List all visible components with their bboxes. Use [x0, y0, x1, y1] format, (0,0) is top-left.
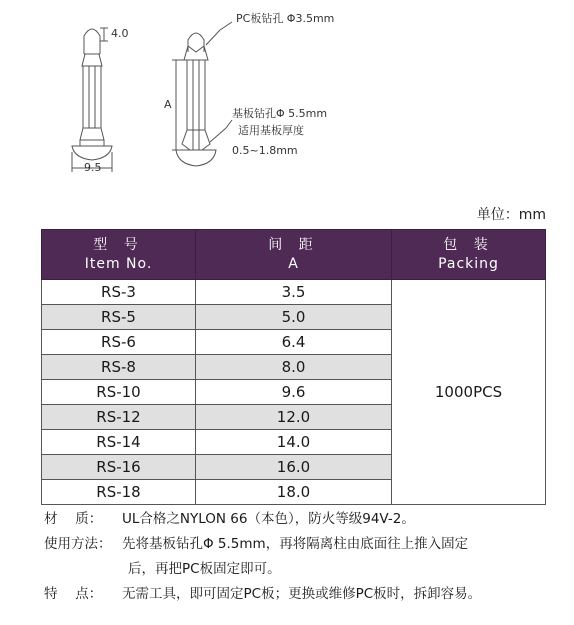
spec-table	[41, 229, 546, 505]
usage-text-continued: 后，再把PC板固定即可。	[128, 561, 281, 577]
item-cell: RS-6	[42, 330, 196, 355]
item-cell: RS-8	[42, 355, 196, 380]
spacing-cell: 12.0	[196, 405, 392, 430]
item-cell: RS-16	[42, 455, 196, 480]
thickness-range-label: 0.5~1.8mm	[232, 144, 298, 157]
material-text: UL合格之NYLON 66（本色），防火等级94V-2。	[122, 511, 415, 527]
header-item-no: 型 号 Item No.	[42, 230, 196, 280]
product-drawing	[0, 0, 574, 200]
dim-bottom-label: 9.5	[84, 161, 102, 174]
material-label: 材 质：	[44, 511, 103, 527]
usage-note-continued	[44, 561, 564, 578]
spacing-cell: 3.5	[196, 280, 392, 305]
product-notes	[44, 511, 564, 611]
packing-cell: 1000PCS	[392, 280, 546, 505]
spacing-cell: 14.0	[196, 430, 392, 455]
unit-label: 单位：mm	[476, 207, 546, 223]
material-note	[44, 511, 564, 528]
dim-a-label: A	[164, 98, 172, 111]
item-cell: RS-12	[42, 405, 196, 430]
feature-text: 无需工具，即可固定PC板；更换或维修PC板时，拆卸容易。	[122, 586, 482, 602]
table-row	[42, 280, 546, 305]
item-cell: RS-18	[42, 480, 196, 505]
item-cell: RS-10	[42, 380, 196, 405]
spacing-cell: 5.0	[196, 305, 392, 330]
feature-note	[44, 586, 564, 603]
base-hole-label: 基板钻孔Φ 5.5mm	[232, 107, 328, 120]
usage-note	[44, 536, 564, 553]
item-cell: RS-3	[42, 280, 196, 305]
spacing-cell: 18.0	[196, 480, 392, 505]
spacing-cell: 16.0	[196, 455, 392, 480]
item-cell: RS-5	[42, 305, 196, 330]
dim-top-label: 4.0	[111, 27, 129, 40]
pc-hole-label: PC板钻孔 Φ3.5mm	[236, 12, 335, 25]
spacing-cell: 6.4	[196, 330, 392, 355]
header-spacing: 间 距 A	[196, 230, 392, 280]
thickness-title-label: 适用基板厚度	[238, 124, 304, 137]
table-header-row	[42, 230, 546, 280]
feature-label: 特 点：	[44, 586, 103, 602]
usage-label: 使用方法：	[44, 536, 112, 552]
spacing-cell: 8.0	[196, 355, 392, 380]
header-packing: 包 装 Packing	[392, 230, 546, 280]
item-cell: RS-14	[42, 430, 196, 455]
usage-text: 先将基板钻孔Φ 5.5mm，再将隔离柱由底面往上推入固定	[122, 536, 469, 552]
spacing-cell: 9.6	[196, 380, 392, 405]
